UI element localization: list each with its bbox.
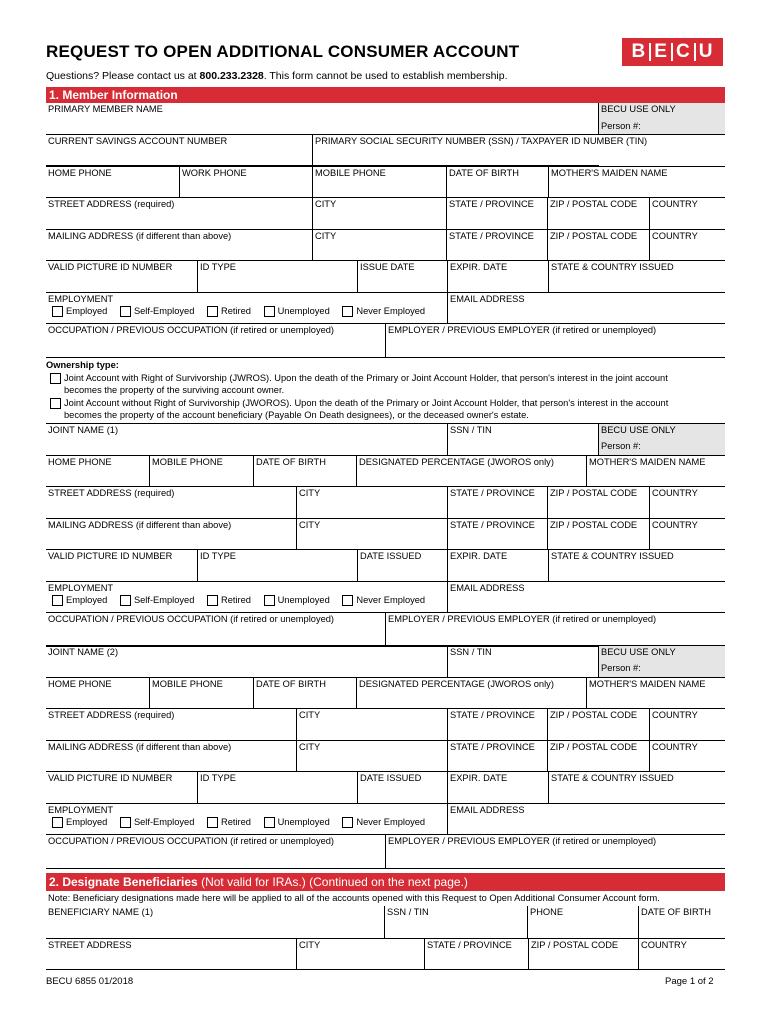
occupation-field[interactable] [46, 324, 385, 357]
primary-ssn-label: PRIMARY SOCIAL SECURITY NUMBER (SSN) / TAXPAYER ID NUMBER (TIN) [315, 136, 648, 146]
self-employed-label: Self-Employed [133, 306, 195, 316]
id-type-field[interactable] [198, 261, 358, 292]
zip-label: ZIP / POSTAL CODE [550, 199, 638, 209]
joint1-id-type-field[interactable] [198, 550, 358, 581]
joint2-self-employed-checkbox[interactable] [120, 817, 131, 828]
joint2-retired-checkbox[interactable] [207, 817, 218, 828]
form-id: BECU 6855 01/2018 [46, 976, 134, 987]
joint1-ssn-field[interactable] [448, 424, 599, 455]
joint2-maiden-field[interactable] [587, 678, 725, 708]
joint2-designated-label: DESIGNATED PERCENTAGE (JWOROS only) [359, 679, 554, 689]
joint1-occupation-field[interactable] [46, 613, 385, 646]
contact-phone: 800.233.2328 [199, 70, 264, 82]
joint1-state-field[interactable] [448, 487, 548, 518]
joint2-becu-use-only-label: BECU USE ONLY [601, 647, 676, 657]
joint1-ssn-label: SSN / TIN [450, 425, 492, 435]
becu-use-only-label: BECU USE ONLY [601, 104, 676, 114]
joint2-mailing-label: MAILING ADDRESS (if different than above) [48, 742, 232, 752]
mailing-state-field[interactable] [447, 230, 548, 260]
joint2-mailing-zip-field[interactable] [548, 741, 650, 771]
joint2-retired-label: Retired [221, 817, 251, 827]
joint1-city-field[interactable] [297, 487, 448, 518]
beneficiary-zip-label: ZIP / POSTAL CODE [531, 940, 619, 950]
joint2-ssn-field[interactable] [448, 646, 599, 677]
joint1-employment-field [46, 582, 448, 612]
home-phone-field[interactable] [46, 167, 180, 197]
maiden-name-field[interactable] [549, 167, 725, 197]
beneficiary-dob-label: DATE OF BIRTH [641, 907, 711, 917]
zip-field[interactable] [548, 198, 650, 229]
section2-heading-text: 2. Designate Beneficiaries [49, 875, 198, 889]
joint1-mailing-city-field[interactable] [297, 519, 448, 549]
joint2-employment-field [46, 804, 448, 834]
mobile-phone-label: MOBILE PHONE [315, 168, 386, 178]
section2-heading-note: (Not valid for IRAs.) (Continued on the next page.) [201, 875, 468, 889]
joint1-street-label: STREET ADDRESS (required) [48, 488, 175, 498]
joint1-mailing-state-field[interactable] [448, 519, 548, 549]
joint1-mailing-country-label: COUNTRY [652, 520, 698, 530]
joint1-mobile-phone-label: MOBILE PHONE [152, 457, 223, 467]
primary-member-name-field[interactable] [46, 103, 599, 134]
joint2-employed-label: Employed [66, 817, 108, 827]
jworos-text-2: becomes the property of the account beneficiary (Payable On Death designees), or the deceased owner's estate. [64, 410, 529, 420]
joint2-self-employed-label: Self-Employed [133, 817, 195, 827]
mailing-city-label: CITY [315, 231, 337, 241]
ownership-label: Ownership type: [46, 360, 119, 370]
joint2-mobile-phone-field[interactable] [150, 678, 254, 708]
issue-date-field[interactable] [358, 261, 448, 292]
joint1-employed-label: Employed [66, 595, 108, 605]
joint2-state-field[interactable] [448, 709, 548, 740]
joint1-employer-field[interactable] [385, 613, 725, 646]
joint1-employment-label: EMPLOYMENT [48, 583, 114, 593]
state-field[interactable] [447, 198, 548, 229]
becu-use-only-box [599, 103, 725, 134]
joint2-expir-label: EXPIR. DATE [450, 773, 508, 783]
mailing-address-field[interactable] [46, 230, 313, 260]
joint2-never-employed-checkbox[interactable] [342, 817, 353, 828]
beneficiary-name-label: BENEFICIARY NAME (1) [48, 907, 154, 917]
person-number-label: Person #: [601, 121, 641, 131]
joint1-zip-label: ZIP / POSTAL CODE [550, 488, 638, 498]
joint1-employed-checkbox[interactable] [52, 595, 63, 606]
joint1-retired-checkbox[interactable] [207, 595, 218, 606]
subtitle-prefix: Questions? Please contact us at [46, 70, 200, 82]
joint1-self-employed-checkbox[interactable] [120, 595, 131, 606]
joint1-employment-options [48, 595, 431, 606]
joint2-country-field[interactable] [650, 709, 725, 740]
joint1-picture-id-label: VALID PICTURE ID NUMBER [48, 551, 173, 561]
joint2-mailing-country-label: COUNTRY [652, 742, 698, 752]
joint2-mailing-state-field[interactable] [448, 741, 548, 771]
joint1-mailing-state-label: STATE / PROVINCE [450, 520, 535, 530]
street-address-label: STREET ADDRESS (required) [48, 199, 175, 209]
joint1-name-field[interactable] [46, 424, 448, 455]
occupation-label: OCCUPATION / PREVIOUS OCCUPATION (if retired or unemployed) [48, 325, 335, 335]
joint1-expir-field[interactable] [448, 550, 549, 581]
primary-member-name-label: PRIMARY MEMBER NAME [48, 104, 163, 114]
email-label: EMAIL ADDRESS [450, 294, 525, 304]
mailing-country-field[interactable] [650, 230, 725, 260]
joint1-picture-id-field[interactable] [46, 550, 198, 581]
joint1-never-employed-checkbox[interactable] [342, 595, 353, 606]
becu-logo [622, 38, 723, 66]
joint1-mailing-label: MAILING ADDRESS (if different than above) [48, 520, 232, 530]
mailing-state-label: STATE / PROVINCE [449, 231, 534, 241]
jwros-text: Joint Account with Right of Survivorship (JWROS). Upon the death of the Primary or Joint Account Holder, that person's interest in the joint account [64, 372, 668, 383]
joint1-home-phone-label: HOME PHONE [48, 457, 112, 467]
joint2-employed-checkbox[interactable] [52, 817, 63, 828]
picture-id-field[interactable] [46, 261, 198, 292]
joint1-email-label: EMAIL ADDRESS [450, 583, 525, 593]
joint1-self-employed-label: Self-Employed [133, 595, 195, 605]
beneficiary-phone-label: PHONE [530, 907, 564, 917]
state-label: STATE / PROVINCE [449, 199, 534, 209]
employed-label: Employed [66, 306, 108, 316]
retired-checkbox[interactable] [207, 306, 218, 317]
joint1-dob-label: DATE OF BIRTH [256, 457, 326, 467]
joint2-ssn-label: SSN / TIN [450, 647, 492, 657]
joint1-maiden-label: MOTHER'S MAIDEN NAME [589, 457, 706, 467]
joint2-street-label: STREET ADDRESS (required) [48, 710, 175, 720]
joint1-street-field[interactable] [46, 487, 297, 518]
beneficiary-grid [46, 891, 725, 970]
joint2-expir-field[interactable] [448, 772, 549, 803]
joint2-date-issued-label: DATE ISSUED [360, 773, 422, 783]
issue-date-label: ISSUE DATE [360, 262, 415, 272]
joint2-mailing-zip-label: ZIP / POSTAL CODE [550, 742, 638, 752]
unemployed-checkbox[interactable] [264, 306, 275, 317]
beneficiary-street-label: STREET ADDRESS [48, 940, 132, 950]
expir-date-label: EXPIR. DATE [450, 262, 508, 272]
joint1-retired-label: Retired [221, 595, 251, 605]
city-field[interactable] [313, 198, 447, 229]
employed-checkbox[interactable] [52, 306, 63, 317]
joint2-email-field[interactable] [448, 804, 725, 834]
joint1-state-country-issued-field[interactable] [549, 550, 725, 581]
joint1-mailing-zip-label: ZIP / POSTAL CODE [550, 520, 638, 530]
country-label: COUNTRY [652, 199, 698, 209]
joint2-employer-label: EMPLOYER / PREVIOUS EMPLOYER (if retired or unemployed) [388, 836, 657, 846]
joint2-mailing-state-label: STATE / PROVINCE [450, 742, 535, 752]
mailing-country-label: COUNTRY [652, 231, 698, 241]
joint1-person-number-label: Person #: [601, 441, 641, 451]
current-savings-field[interactable] [46, 135, 313, 166]
joint2-mailing-city-label: CITY [299, 742, 321, 752]
joint1-country-field[interactable] [650, 487, 725, 518]
joint2-zip-label: ZIP / POSTAL CODE [550, 710, 638, 720]
logo-letter-u: U [698, 41, 714, 62]
joint2-dob-field[interactable] [254, 678, 357, 708]
mailing-address-label: MAILING ADDRESS (if different than above) [48, 231, 232, 241]
joint2-home-phone-label: HOME PHONE [48, 679, 112, 689]
section1-heading: 1. Member Information [46, 87, 725, 103]
subtitle-suffix: . This form cannot be used to establish membership. [263, 70, 508, 82]
country-field[interactable] [650, 198, 725, 229]
form-title: REQUEST TO OPEN ADDITIONAL CONSUMER ACCOUNT [46, 42, 520, 61]
dob-label: DATE OF BIRTH [449, 168, 519, 178]
joint1-state-country-issued-label: STATE & COUNTRY ISSUED [551, 551, 674, 561]
jwros-text-2: becomes the property of the surviving account owner. [64, 385, 285, 395]
city-label: CITY [315, 199, 337, 209]
joint2-mobile-phone-label: MOBILE PHONE [152, 679, 223, 689]
member-info-grid-2 [46, 134, 725, 358]
joint2-never-employed-label: Never Employed [356, 817, 426, 827]
joint2-designated-field[interactable] [357, 678, 587, 708]
mailing-zip-label: ZIP / POSTAL CODE [550, 231, 638, 241]
primary-ssn-field[interactable] [313, 135, 725, 166]
beneficiary-city-field[interactable] [297, 939, 425, 969]
joint1-becu-use-only-label: BECU USE ONLY [601, 425, 676, 435]
beneficiary-country-field[interactable] [639, 939, 725, 969]
joint1-zip-field[interactable] [548, 487, 650, 518]
joint1-home-phone-field[interactable] [46, 456, 150, 486]
joint1-dob-field[interactable] [254, 456, 357, 486]
joint1-mailing-field[interactable] [46, 519, 297, 549]
joint2-home-phone-field[interactable] [46, 678, 150, 708]
joint1-country-label: COUNTRY [652, 488, 698, 498]
joint2-occupation-field[interactable] [46, 835, 385, 868]
beneficiary-phone-field[interactable] [528, 906, 639, 938]
jworos-text: Joint Account without Right of Survivorship (JWOROS). Upon the death of the Primary or Joint Account Holder, that person's interest in the account [64, 397, 669, 408]
joint1-maiden-field[interactable] [587, 456, 725, 486]
joint1-mailing-city-label: CITY [299, 520, 321, 530]
joint2-person-number-label: Person #: [601, 663, 641, 673]
joint1-id-type-label: ID TYPE [200, 551, 236, 561]
joint2-maiden-label: MOTHER'S MAIDEN NAME [589, 679, 706, 689]
joint2-country-label: COUNTRY [652, 710, 698, 720]
joint2-id-type-label: ID TYPE [200, 773, 236, 783]
joint1-city-label: CITY [299, 488, 321, 498]
joint2-grid [46, 645, 725, 869]
never-employed-label: Never Employed [356, 306, 426, 316]
joint1-date-issued-label: DATE ISSUED [360, 551, 422, 561]
joint1-unemployed-label: Unemployed [277, 595, 330, 605]
work-phone-label: WORK PHONE [182, 168, 247, 178]
current-savings-label: CURRENT SAVINGS ACCOUNT NUMBER [48, 136, 228, 146]
dob-field[interactable] [447, 167, 549, 197]
joint2-employment-options [48, 817, 431, 828]
id-type-label: ID TYPE [200, 262, 236, 272]
joint2-picture-id-field[interactable] [46, 772, 198, 803]
page-number: Page 1 of 2 [665, 976, 714, 987]
beneficiary-state-field[interactable] [425, 939, 529, 969]
joint2-city-label: CITY [299, 710, 321, 720]
joint2-name-field[interactable] [46, 646, 448, 677]
beneficiary-zip-field[interactable] [529, 939, 639, 969]
joint1-designated-field[interactable] [357, 456, 587, 486]
joint2-city-field[interactable] [297, 709, 448, 740]
joint2-state-country-issued-label: STATE & COUNTRY ISSUED [551, 773, 674, 783]
joint2-dob-label: DATE OF BIRTH [256, 679, 326, 689]
joint2-date-issued-field[interactable] [358, 772, 448, 803]
retired-label: Retired [221, 306, 251, 316]
work-phone-field[interactable] [180, 167, 313, 197]
logo-letter-c: C [675, 41, 691, 62]
joint1-state-label: STATE / PROVINCE [450, 488, 535, 498]
joint2-mailing-city-field[interactable] [297, 741, 448, 771]
joint2-becu-use-only-box [599, 646, 725, 677]
employer-field[interactable] [385, 324, 725, 357]
joint2-picture-id-label: VALID PICTURE ID NUMBER [48, 773, 173, 783]
beneficiary-ssn-field[interactable] [385, 906, 528, 938]
joint1-never-employed-label: Never Employed [356, 595, 426, 605]
mailing-city-field[interactable] [313, 230, 447, 260]
joint2-unemployed-checkbox[interactable] [264, 817, 275, 828]
joint2-occupation-label: OCCUPATION / PREVIOUS OCCUPATION (if retired or unemployed) [48, 836, 335, 846]
state-country-issued-label: STATE & COUNTRY ISSUED [551, 262, 674, 272]
joint2-street-field[interactable] [46, 709, 297, 740]
maiden-name-label: MOTHER'S MAIDEN NAME [551, 168, 668, 178]
beneficiary-note: Note: Beneficiary designations made here will be applied to all of the accounts opened with this Request to Open Additional Consumer Account form. [48, 893, 660, 903]
joint1-mailing-country-field[interactable] [650, 519, 725, 549]
picture-id-label: VALID PICTURE ID NUMBER [48, 262, 173, 272]
mobile-phone-field[interactable] [313, 167, 447, 197]
joint2-zip-field[interactable] [548, 709, 650, 740]
beneficiary-dob-field[interactable] [639, 906, 725, 938]
joint2-state-label: STATE / PROVINCE [450, 710, 535, 720]
employment-label: EMPLOYMENT [48, 294, 114, 304]
joint1-becu-use-only-box [599, 424, 725, 455]
joint1-mailing-zip-field[interactable] [548, 519, 650, 549]
joint1-mobile-phone-field[interactable] [150, 456, 254, 486]
joint2-employment-label: EMPLOYMENT [48, 805, 114, 815]
joint1-grid [46, 423, 725, 647]
state-country-issued-field[interactable] [549, 261, 725, 292]
joint2-unemployed-label: Unemployed [277, 817, 330, 827]
email-field[interactable] [448, 293, 725, 323]
jworos-checkbox[interactable] [50, 398, 61, 409]
joint2-employer-field[interactable] [385, 835, 725, 868]
ownership-block [46, 359, 725, 422]
beneficiary-state-label: STATE / PROVINCE [427, 940, 512, 950]
never-employed-checkbox[interactable] [342, 306, 353, 317]
beneficiary-ssn-label: SSN / TIN [387, 907, 429, 917]
joint1-date-issued-field[interactable] [358, 550, 448, 581]
joint1-unemployed-checkbox[interactable] [264, 595, 275, 606]
joint1-name-label: JOINT NAME (1) [48, 425, 119, 435]
beneficiary-city-label: CITY [299, 940, 321, 950]
joint1-email-field[interactable] [448, 582, 725, 612]
form-subtitle [46, 70, 508, 82]
employer-label: EMPLOYER / PREVIOUS EMPLOYER (if retired or unemployed) [388, 325, 657, 335]
home-phone-label: HOME PHONE [48, 168, 112, 178]
joint2-email-label: EMAIL ADDRESS [450, 805, 525, 815]
joint1-expir-label: EXPIR. DATE [450, 551, 508, 561]
joint2-name-label: JOINT NAME (2) [48, 647, 119, 657]
mailing-zip-field[interactable] [548, 230, 650, 260]
beneficiary-street-field[interactable] [46, 939, 297, 969]
jwros-checkbox[interactable] [50, 373, 61, 384]
joint1-occupation-label: OCCUPATION / PREVIOUS OCCUPATION (if retired or unemployed) [48, 614, 335, 624]
joint2-mailing-country-field[interactable] [650, 741, 725, 771]
joint1-employer-label: EMPLOYER / PREVIOUS EMPLOYER (if retired or unemployed) [388, 614, 657, 624]
joint2-state-country-issued-field[interactable] [549, 772, 725, 803]
employment-options [48, 306, 431, 317]
street-address-field[interactable] [46, 198, 313, 229]
logo-letter-b: B [631, 41, 647, 62]
beneficiary-country-label: COUNTRY [641, 940, 687, 950]
joint2-mailing-field[interactable] [46, 741, 297, 771]
logo-letter-e: E [654, 41, 668, 62]
self-employed-checkbox[interactable] [120, 306, 131, 317]
employment-field [46, 293, 448, 323]
joint1-designated-label: DESIGNATED PERCENTAGE (JWOROS only) [359, 457, 554, 467]
joint2-id-type-field[interactable] [198, 772, 358, 803]
beneficiary-name-field[interactable] [46, 906, 385, 938]
expir-date-field[interactable] [448, 261, 549, 292]
section2-heading [46, 873, 725, 891]
unemployed-label: Unemployed [277, 306, 330, 316]
